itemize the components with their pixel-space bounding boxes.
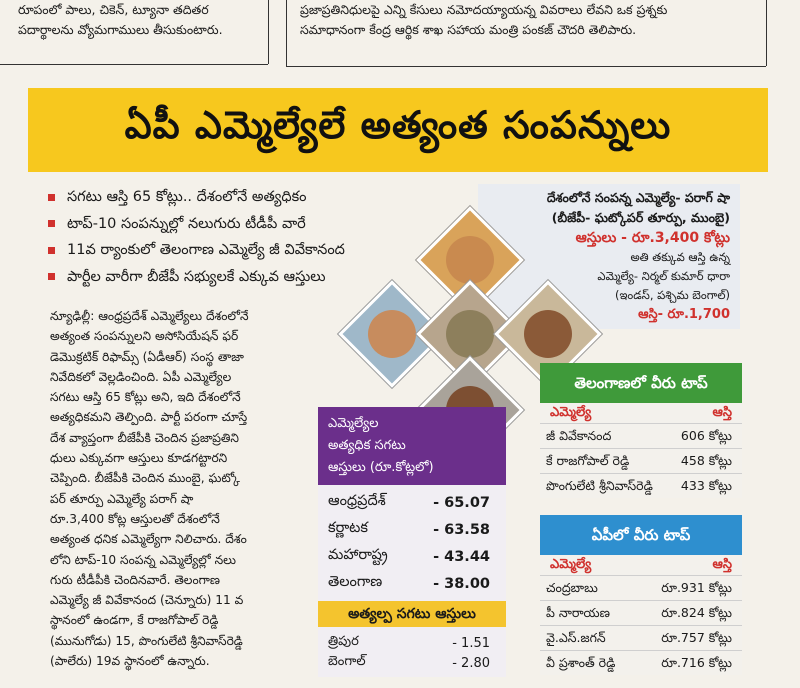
body-line: నివేదికలో వెల్లడించింది. ఏపీ ఎమ్మెల్యేల (50, 369, 232, 384)
least-assets: ఆస్తి- రూ.1,700 (638, 307, 730, 322)
average-table-header: ఎమ్మెల్యేల అత్యధిక సగటు ఆస్తులు (రూ.కోట్లలో) (318, 407, 506, 485)
body-line: ధులు ఎక్కువగా ఆస్తులు కూడగట్టారని (50, 451, 228, 466)
table-header: ఎమ్మెల్యే ఆస్తి (540, 403, 742, 423)
body-line: అత్యధికమని తెల్పింది. పార్టీ పరంగా చూస్తే (50, 410, 248, 425)
body-line: లోని టాప్-10 సంపన్న ఎమ్మెల్యేల్లో నలు (50, 552, 236, 567)
body-line: ఎమ్మెల్యే జీ వివేకానంద (చెన్నూరు) 11 వ (50, 593, 244, 608)
table-row: వీ ప్రశాంత్ రెడ్డి రూ.716 కోట్లు (540, 650, 742, 675)
column-divider (286, 66, 766, 67)
table-row: తెలంగాణ - 38.00 (328, 573, 490, 592)
table-row: వై.ఎస్.జగన్ రూ.757 కోట్లు (540, 625, 742, 650)
body-line: అత్యంత ధనిక ఎమ్మెల్యేగా నిలిచారు. దేశం (50, 532, 247, 547)
bullet-icon (48, 220, 55, 227)
body-line: చెప్పింది. బీజేపీకి చెందిన ముంబై, ఘట్కో (50, 471, 240, 486)
body-line: సగటు ఆస్తి 65 కోట్లు అని, ఇది దేశంలోనే (50, 390, 241, 405)
body-line: (మునుగోడు) 15, పొంగులేటి శ్రీనివాస్‌రెడ్డి (50, 633, 243, 648)
table-row: బెంగాల్ - 2.80 (328, 654, 490, 671)
table-row: జీ వివేకానంద 606 కోట్లు (540, 423, 742, 448)
article-body (50, 306, 312, 671)
body-line: (పాలేరు) 19వ స్థానంలో ఉన్నారు. (50, 654, 210, 669)
column-divider (286, 0, 287, 66)
state-average-table (318, 407, 506, 677)
previous-article-left (18, 0, 268, 40)
least-label: అతి తక్కువ ఆస్తి ఉన్న (630, 250, 730, 264)
table-row: త్రిపుర - 1.51 (328, 634, 490, 651)
body-line: అత్యంత సంపన్నులని అసోసియేషన్ ఫర్ (50, 329, 239, 344)
bullet-icon (48, 194, 55, 201)
body-line: దేశ వ్యాప్తంగా బీజేపీకి చెందిన ప్రజాప్రతిని (50, 430, 239, 445)
body-line: గురు టీడీపీకి చెందినవారే. తెలంగాణ (50, 572, 220, 587)
body-line: రూ.3,400 కోట్ల ఆస్తులతో దేశంలోనే (50, 511, 220, 526)
least-place: (ఇండస్, పశ్చిమ బెంగాల్) (615, 288, 730, 302)
table-row: కే రాజగోపాల్ రెడ్డి 458 కోట్లు (540, 448, 742, 473)
previous-article-right (300, 0, 760, 40)
headline: ఏపీ ఎమ్మెల్యేలే అత్యంత సంపన్నులు (124, 103, 672, 147)
table-header: ఎమ్మెల్యే ఆస్తి (540, 555, 742, 575)
telangana-top-table (540, 363, 742, 498)
table-title: ఏపీలో వీరు టాప్ (540, 515, 742, 555)
least-name: ఎమ్మెల్యే- నిర్మల్ కుమార్ ధారా (597, 269, 730, 283)
body-line: న్యూఢిల్లీ: ఆంధ్రప్రదేశ్ ఎమ్మెల్యేలు దేశంలోనే (50, 309, 249, 323)
text-line: సమాధానంగా కేంద్ర ఆర్థిక శాఖ సహాయ మంత్రి పంకజ్ చౌదరి తెలిపారు. (300, 22, 637, 37)
table-title: తెలంగాణలో వీరు టాప్ (540, 363, 742, 403)
table-row: పీ నారాయణ రూ.824 కోట్లు (540, 600, 742, 625)
text-line: రూపంలో పాలు, చికెన్, ట్యూనా తదితర (18, 2, 209, 17)
table-row: పొంగులేటి శ్రీనివాస్‌రెడ్డి 433 కోట్లు (540, 473, 742, 498)
richest-title: దేశంలోనే సంపన్న ఎమ్మెల్యే- పరాగ్ షా (546, 190, 730, 205)
ap-top-table (540, 515, 742, 675)
table-row: ఆంధ్రప్రదేశ్ - 65.07 (328, 492, 490, 511)
body-line: స్థానంలో ఉండగా, కే రాజగోపాల్ రెడ్డి (50, 613, 219, 628)
headline-banner (28, 88, 768, 172)
table-row: మహారాష్ట్ర - 43.44 (328, 546, 490, 565)
column-divider (766, 0, 767, 66)
bullet-icon (48, 247, 55, 254)
text-line: పదార్థాలను వ్యోమగాములు తీసుకుంటారు. (18, 22, 223, 37)
bullet-icon (48, 273, 55, 280)
highlight-item: సగటు ఆస్తి 65 కోట్లు.. దేశంలోనే అత్యధికం (48, 184, 448, 211)
highlight-item: 11వ ర్యాంకులో తెలంగాణ ఎమ్మెల్యే జీ వివేకానంద (48, 237, 448, 264)
highlights-list (48, 184, 448, 290)
richest-party: (బీజేపీ- ఘట్కోపర్ తూర్పు, ముంబై) (551, 210, 730, 225)
body-line: డెమొక్రటిక్ రిఫామ్స్ (ఏడీఆర్) సంస్థ తాజా (50, 349, 244, 364)
column-divider (0, 64, 268, 65)
text-line: ప్రజాప్రతినిధులపై ఎన్ని కేసులు నమోదయ్యాయన్న వివరాలు లేవని ఒక ప్రశ్నకు (300, 2, 668, 17)
table-row: చంద్రబాబు రూ.931 కోట్లు (540, 575, 742, 600)
table-row: కర్ణాటక - 63.58 (328, 519, 490, 538)
lowest-average-header: అత్యల్ప సగటు ఆస్తులు (318, 601, 506, 627)
highlight-item: టాప్-10 సంపన్నుల్లో నలుగురు టీడీపీ వారే (48, 211, 448, 238)
highlight-item: పార్టీల వారీగా బీజేపీ సభ్యులకే ఎక్కువ ఆస్తులు (48, 264, 448, 291)
column-divider (268, 0, 269, 64)
richest-assets: ఆస్తులు - రూ.3,400 కోట్లు (575, 230, 730, 246)
body-line: పర్ తూర్పు ఎమ్మెల్యే పరాగ్ షా (50, 491, 194, 506)
